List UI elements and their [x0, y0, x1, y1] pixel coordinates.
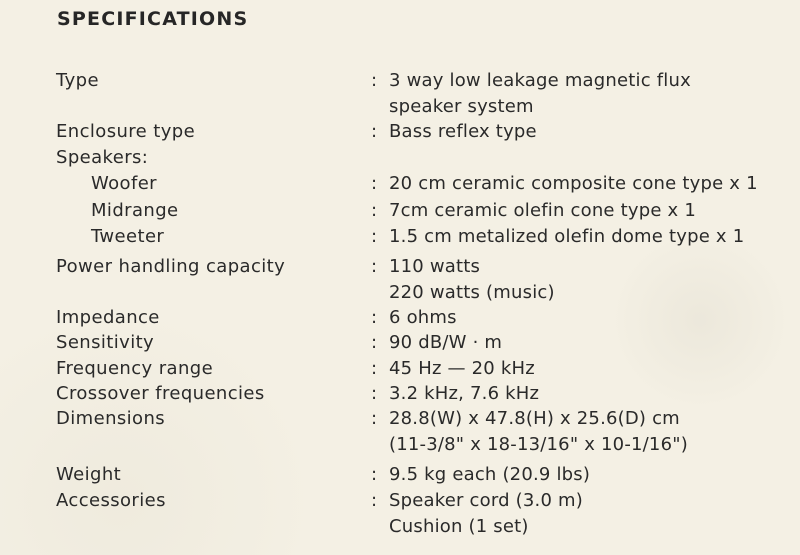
spec-label: Woofer	[91, 173, 157, 194]
spec-value-line: 3.2 kHz, 7.6 kHz	[389, 383, 540, 404]
spec-value-line: speaker system	[389, 96, 534, 117]
spec-value-line: 6 ohms	[389, 307, 457, 328]
spec-label: Enclosure type	[56, 121, 196, 142]
spec-label: Power handling capacity	[56, 256, 286, 277]
spec-value	[389, 198, 696, 224]
spec-label: Tweeter	[91, 226, 165, 247]
spec-colon: :	[371, 200, 378, 221]
spec-colon: :	[371, 383, 378, 404]
spec-value	[389, 330, 502, 356]
spec-value-line: 9.5 kg each (20.9 lbs)	[389, 464, 591, 485]
spec-value	[389, 356, 535, 382]
spec-value-line: 45 Hz — 20 kHz	[389, 358, 535, 379]
spec-value-line: 3 way low leakage magnetic flux	[389, 70, 691, 91]
spec-label: Crossover frequencies	[56, 383, 265, 404]
spec-value	[389, 119, 537, 145]
spec-colon: :	[371, 121, 378, 142]
spec-colon: :	[371, 408, 378, 429]
spec-value	[389, 406, 688, 458]
spec-value-line: Cushion (1 set)	[389, 516, 529, 537]
spec-colon: :	[371, 70, 378, 91]
page-title: SPECIFICATIONS	[57, 8, 249, 30]
spec-label: Speakers:	[56, 147, 149, 168]
spec-value-line: Bass reflex type	[389, 121, 537, 142]
spec-label: Midrange	[91, 200, 179, 221]
spec-label: Weight	[56, 464, 122, 485]
spec-value	[389, 488, 583, 540]
spec-value	[389, 254, 555, 306]
spec-value-line: (11-3/8" x 18-13/16" x 10-1/16")	[389, 434, 688, 455]
spec-label: Impedance	[56, 307, 160, 328]
spec-value-line: 110 watts	[389, 256, 481, 277]
spec-colon: :	[371, 464, 378, 485]
spec-label: Sensitivity	[56, 332, 155, 353]
spec-value	[389, 305, 457, 331]
spec-value	[389, 68, 691, 120]
spec-colon: :	[371, 332, 378, 353]
spec-value-line: 220 watts (music)	[389, 282, 555, 303]
spec-value	[389, 171, 758, 197]
spec-label: Frequency range	[56, 358, 214, 379]
spec-colon: :	[371, 490, 378, 511]
spec-colon: :	[371, 226, 378, 247]
spec-value-line: 20 cm ceramic composite cone type x 1	[389, 173, 758, 194]
spec-value	[389, 462, 590, 488]
spec-label: Accessories	[56, 490, 166, 511]
spec-label: Dimensions	[56, 408, 166, 429]
spec-colon: :	[371, 173, 378, 194]
spec-colon: :	[371, 307, 378, 328]
spec-value	[389, 224, 744, 250]
spec-value	[389, 381, 539, 407]
spec-colon: :	[371, 358, 378, 379]
spec-label: Type	[56, 70, 99, 91]
spec-value-line: 28.8(W) x 47.8(H) x 25.6(D) cm	[389, 408, 680, 429]
spec-value-line: 90 dB/W · m	[389, 332, 503, 353]
spec-value-line: 1.5 cm metalized olefin dome type x 1	[389, 226, 745, 247]
spec-value-line: 7cm ceramic olefin cone type x 1	[389, 200, 696, 221]
spec-value-line: Speaker cord (3.0 m)	[389, 490, 584, 511]
spec-colon: :	[371, 256, 378, 277]
